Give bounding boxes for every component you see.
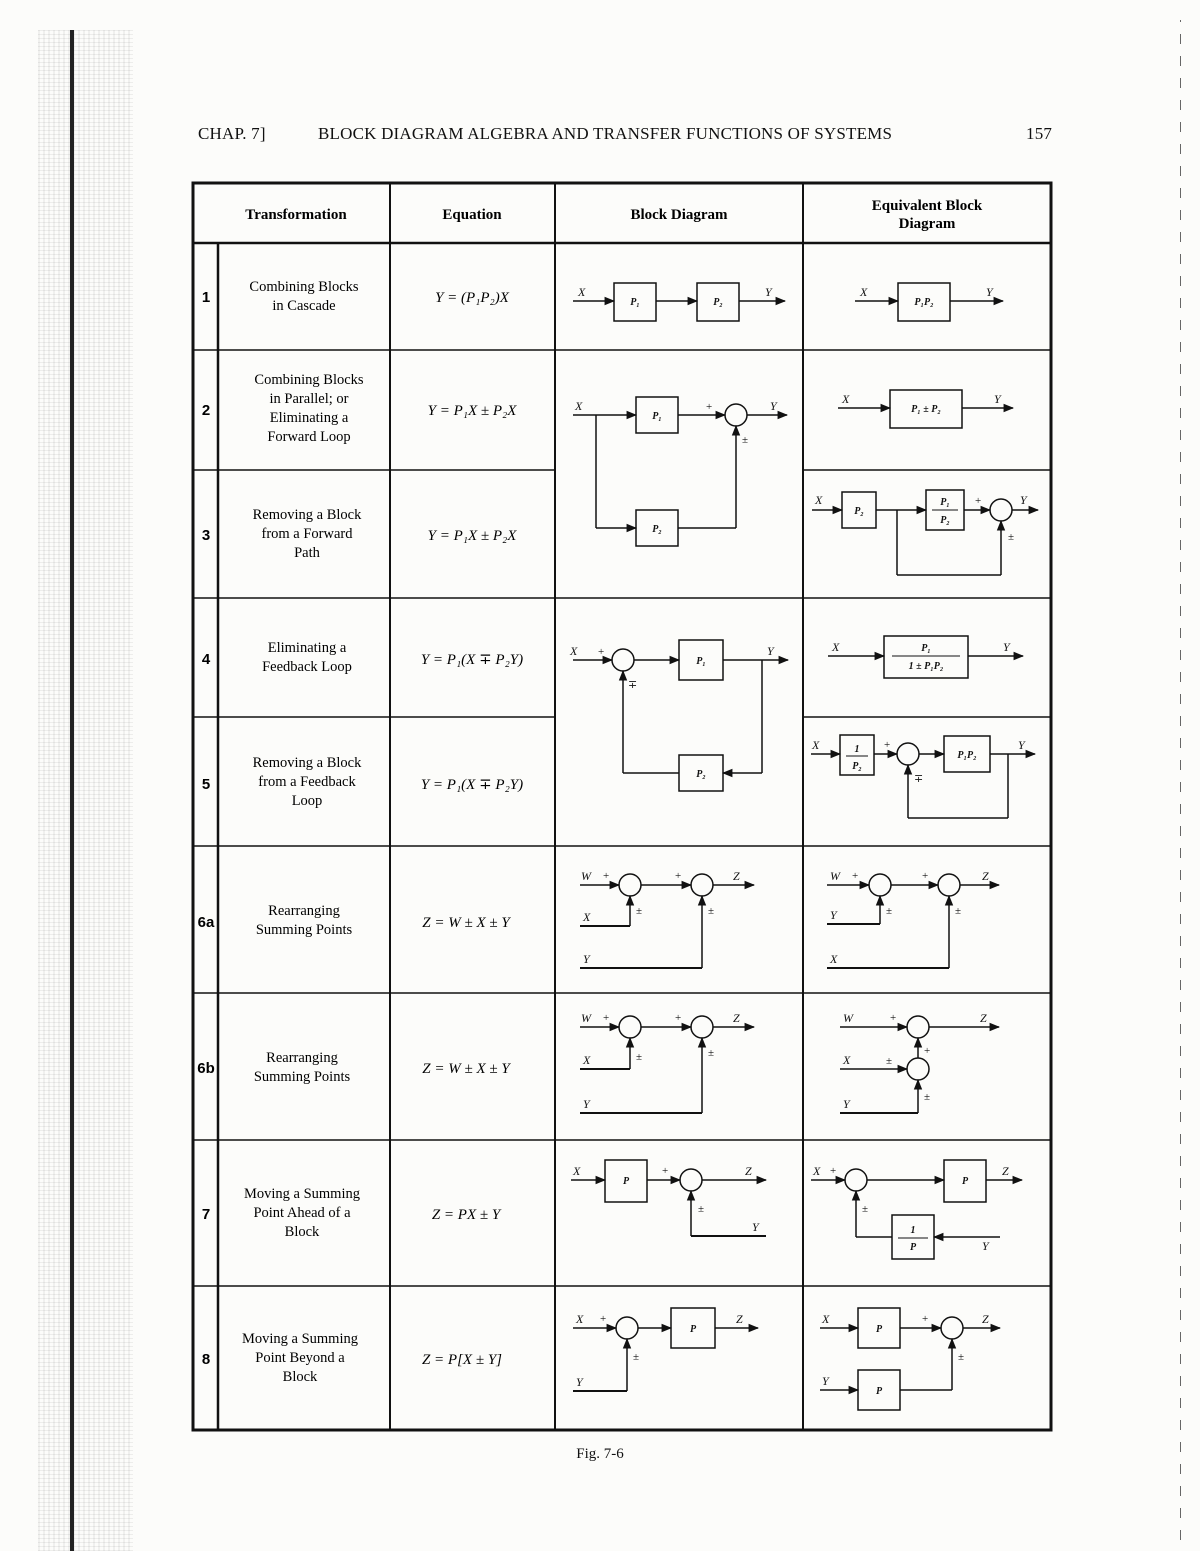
fraction-bars [846,656,960,1238]
block-label: P₂ [696,769,706,780]
signal-label: X [583,910,591,924]
figure-caption: Fig. 7-6 [576,1446,624,1462]
row1-block-diagram [573,283,785,321]
signal-label: Y [830,908,837,922]
signal-label: W [830,869,840,883]
block-label: P [875,1386,883,1397]
page-number: 157 [1026,124,1053,143]
signal-label: X [570,644,578,658]
row-number: 3 [201,527,211,544]
equation: Y = P₁X ± P₂X [427,403,517,419]
row-number: 6a [197,914,215,931]
signal-label: Y [994,392,1001,406]
row-number: 5 [201,776,211,793]
transformation-name: Rearranging [266,1050,338,1066]
transformation-name: Removing a Block [252,755,362,771]
row7-equivalent-diagram [811,1160,1022,1259]
transformation-name: in Cascade [272,298,336,314]
sign-label: ± [886,1055,893,1067]
sign-label: + [975,495,982,507]
signal-label: Y [767,644,774,658]
signal-label: X [830,952,838,966]
transformation-name: Summing Points [255,922,353,938]
row-number: 6b [197,1060,215,1077]
transformation-name: Loop [291,793,323,809]
block-label: P₂ [854,506,864,517]
transformation-name: Block [282,1369,318,1385]
signal-label: X [583,1053,591,1067]
signal-label: W [581,1011,591,1025]
block-label: P₂ [852,761,862,772]
block-label: 1 ± P₁P₂ [908,661,944,672]
row8-equivalent-diagram [820,1308,1000,1410]
signal-label: X [815,493,823,507]
sign-label: ± [698,1203,705,1215]
block-label: P₁ [921,643,931,654]
sign-label: + [598,646,605,658]
sign-label: ∓ [914,773,924,785]
sign-label: + [662,1165,669,1177]
sign-label: + [603,1012,610,1024]
signal-label: Z [982,1312,989,1326]
signal-label: Y [982,1239,989,1253]
diagram-labels [569,285,1028,1397]
transformation-name: Forward Loop [267,429,351,445]
transformation-name: Combining Blocks [249,279,359,295]
signal-label: X [860,285,868,299]
transformation-name: Point Ahead of a [253,1205,351,1221]
row-number: 7 [201,1206,211,1223]
sign-label: ± [886,905,893,917]
row-number: 8 [201,1351,211,1368]
equations [421,290,523,1368]
column-header-equivalent-line2: Diagram [898,216,956,232]
transformation-name: Eliminating a [267,640,347,656]
summing-point [725,404,747,426]
sign-label: + [830,1165,837,1177]
signal-label: Y [1020,493,1027,507]
signal-label: Y [770,399,777,413]
signal-label: Z [982,869,989,883]
summing-point [990,499,1012,521]
row-number: 2 [201,402,211,419]
sign-label: ± [708,905,715,917]
summing-point [897,743,919,765]
sign-label: ∓ [628,679,638,691]
row4-5-block-diagram [573,640,788,791]
sign-label: + [852,870,859,882]
signal-label: Z [733,869,740,883]
sign-label: ± [633,1351,640,1363]
transformation-name: Moving a Summing [241,1331,359,1347]
signal-label: Z [736,1312,743,1326]
sign-label: + [884,739,891,751]
column-header-block-diagram: Block Diagram [630,207,728,223]
row-number: 1 [201,289,211,306]
running-title: BLOCK DIAGRAM ALGEBRA AND TRANSFER FUNCTIONS OF SYSTEMS [318,124,893,143]
summing-point [612,649,634,671]
signal-label: Z [745,1164,752,1178]
transformation-name: Summing Points [253,1069,351,1085]
signal-label: Y [583,1097,590,1111]
signal-label: X [578,285,586,299]
sign-label: ± [636,1051,643,1063]
block-label: P₁ ± P₂ [911,404,941,415]
sign-label: + [603,870,610,882]
signal-label: Y [765,285,772,299]
signal-label: X [832,640,840,654]
signal-label: X [822,1312,830,1326]
transformation-name: Moving a Summing [243,1186,361,1202]
equation: Z = P[X ± Y] [421,1352,503,1368]
signal-label: X [575,399,583,413]
equation: Y = P₁X ± P₂X [427,528,517,544]
signal-label: Z [733,1011,740,1025]
signal-label: Y [583,952,590,966]
sign-label: + [924,1045,931,1057]
block-label: P₂ [652,524,662,535]
equation: Z = PX ± Y [431,1207,501,1223]
sign-label: ± [862,1203,869,1215]
block-label: 1 [854,744,860,755]
transformation-name: Eliminating a [269,410,349,426]
sign-label: + [600,1313,607,1325]
signal-label: Z [980,1011,987,1025]
equation: Y = P₁(X ∓ P₂Y) [420,777,524,793]
block-label: P₁ [940,497,950,508]
equation: Y = P₁(X ∓ P₂Y) [420,652,524,668]
block-label: 1 [910,1225,916,1236]
signal-label: W [843,1011,853,1025]
transformation-name: Path [294,545,320,561]
transformation-name: Rearranging [268,903,340,919]
transformation-name: from a Forward [261,526,353,542]
sign-label: + [675,1012,682,1024]
column-header-equation: Equation [442,207,502,223]
signal-label: Y [822,1374,829,1388]
signal-label: X [812,738,820,752]
chapter-label: CHAP. 7] [198,124,266,143]
row-number: 4 [201,651,211,668]
column-header-equivalent-line1: Equivalent Block [871,198,983,214]
signal-label: Y [1003,640,1010,654]
sign-label: ± [708,1047,715,1059]
transformation-name: in Parallel; or [269,391,349,407]
transformation-name: Feedback Loop [262,659,352,675]
signal-label: Y [752,1220,759,1234]
block-label: P₁P₂ [914,297,934,308]
sign-label: + [890,1012,897,1024]
transformation-name: Block [284,1224,320,1240]
equation: Z = W ± X ± Y [422,1061,510,1077]
sign-label: + [922,1313,929,1325]
sign-label: ± [636,905,643,917]
block-label: P [909,1242,917,1253]
block-label: P₁ [696,656,706,667]
signal-label: Y [1018,738,1025,752]
block-label: P₁P₂ [957,750,977,761]
transformation-name: Combining Blocks [254,372,364,388]
row3-equivalent-diagram [812,490,1038,575]
sign-label: + [675,870,682,882]
block-label: P [875,1324,883,1335]
transformation-name: from a Feedback [258,774,356,790]
block-label: P₂ [713,297,723,308]
equation: Y = (P₁P₂)X [435,290,509,306]
signal-label: Y [843,1097,850,1111]
row6a-equivalent-diagram [827,874,999,968]
signal-label: X [842,392,850,406]
signal-label: X [573,1164,581,1178]
transformation-names [242,279,364,1385]
equation: Z = W ± X ± Y [422,915,510,931]
block-label: P₁ [630,297,640,308]
sign-label: ± [742,434,749,446]
column-header-transformation: Transformation [245,207,347,223]
sign-label: + [922,870,929,882]
row6b-block-diagram [580,1016,754,1113]
row2-3-block-diagram [573,397,787,546]
block-label: P [622,1176,630,1187]
transformation-name: Removing a Block [252,507,362,523]
signal-label: Z [1002,1164,1009,1178]
row6b-equivalent-diagram [840,1016,999,1113]
sign-label: + [706,401,713,413]
block-label: P [961,1176,969,1187]
sign-label: ± [958,1351,965,1363]
sign-label: ± [1008,531,1015,543]
sign-label: ± [955,905,962,917]
signal-label: Y [576,1375,583,1389]
transformation-name: Point Beyond a [255,1350,345,1366]
row6a-block-diagram [580,874,754,968]
block-label: P₂ [940,515,950,526]
row7-block-diagram [571,1160,766,1236]
signal-label: X [576,1312,584,1326]
block-label: P₁ [652,411,662,422]
block-label: P [689,1324,697,1335]
signal-label: X [813,1164,821,1178]
signal-label: W [581,869,591,883]
signal-label: Y [986,285,993,299]
signal-label: X [843,1053,851,1067]
sign-label: ± [924,1091,931,1103]
